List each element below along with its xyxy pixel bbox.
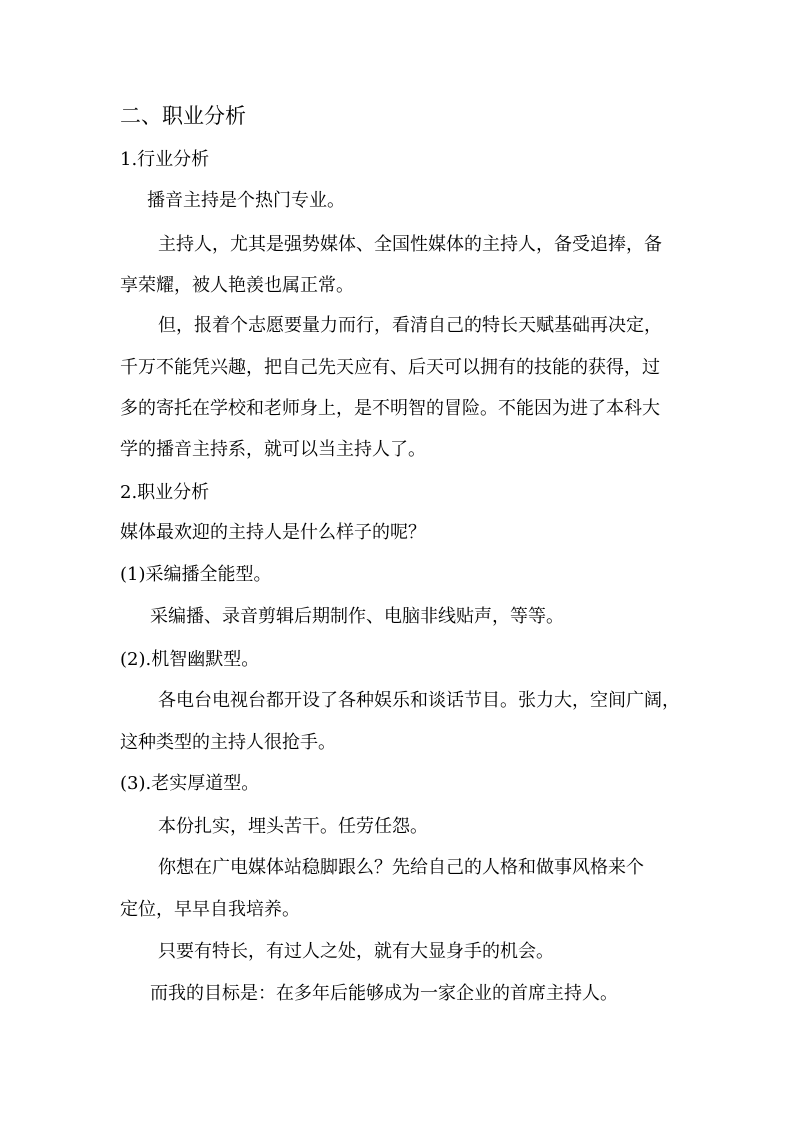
type-2-heading: (2).机智幽默型。 bbox=[120, 649, 260, 670]
subheading-industry-analysis: 1.行业分析 bbox=[120, 149, 210, 170]
paragraph-positioning-line-1: 你想在广电媒体站稳脚跟么？先给自己的人格和做事风格来个 bbox=[158, 857, 644, 878]
paragraph-host-line-2: 享荣耀，被人艳羡也属正常。 bbox=[120, 275, 354, 296]
type-1-description: 采编播、录音剪辑后期制作、电脑非线贴声，等等。 bbox=[150, 606, 564, 627]
type-1-heading: (1)采编播全能型。 bbox=[120, 564, 272, 585]
paragraph-host-line-1 bbox=[158, 233, 672, 257]
paragraph-popular-major: 播音主持是个热门专业。 bbox=[147, 190, 345, 211]
type-3-description: 本份扎实，埋头苦干。任劳任怨。 bbox=[158, 816, 428, 837]
type-3-heading: (3).老实厚道型。 bbox=[120, 773, 260, 794]
paragraph-warning-line-3: 多的寄托在学校和老师身上，是不明智的冒险。不能因为进了本科大 bbox=[120, 398, 660, 419]
paragraph-goal: 而我的目标是：在多年后能够成为一家企业的首席主持人。 bbox=[150, 983, 618, 1004]
paragraph-warning-line-2: 千万不能凭兴趣，把自己先天应有、后天可以拥有的技能的获得，过 bbox=[120, 357, 660, 378]
paragraph-positioning-line-2: 定位，早早自我培养。 bbox=[120, 899, 300, 920]
paragraph-warning-line-4: 学的播音主持系，就可以当主持人了。 bbox=[120, 439, 426, 460]
type-2-description-line-1: 各电台电视台都开设了各种娱乐和谈话节目。张力大，空间广阔， bbox=[158, 690, 680, 711]
paragraph-warning-line-1: 但，报着个志愿要量力而行，看清自己的特长天赋基础再决定， bbox=[158, 315, 662, 336]
question-line: 媒体最欢迎的主持人是什么样子的呢？ bbox=[120, 522, 426, 543]
subheading-career-analysis: 2.职业分析 bbox=[120, 482, 210, 503]
paragraph-opportunity: 只要有特长，有过人之处，就有大显身手的机会。 bbox=[158, 941, 554, 962]
type-2-description-line-2: 这种类型的主持人很抢手。 bbox=[120, 732, 336, 753]
text-line: 主持人，尤其是强势媒体、全国性媒体的主持人，备受追捧，备 bbox=[158, 234, 662, 255]
section-heading: 二、职业分析 bbox=[120, 104, 246, 128]
